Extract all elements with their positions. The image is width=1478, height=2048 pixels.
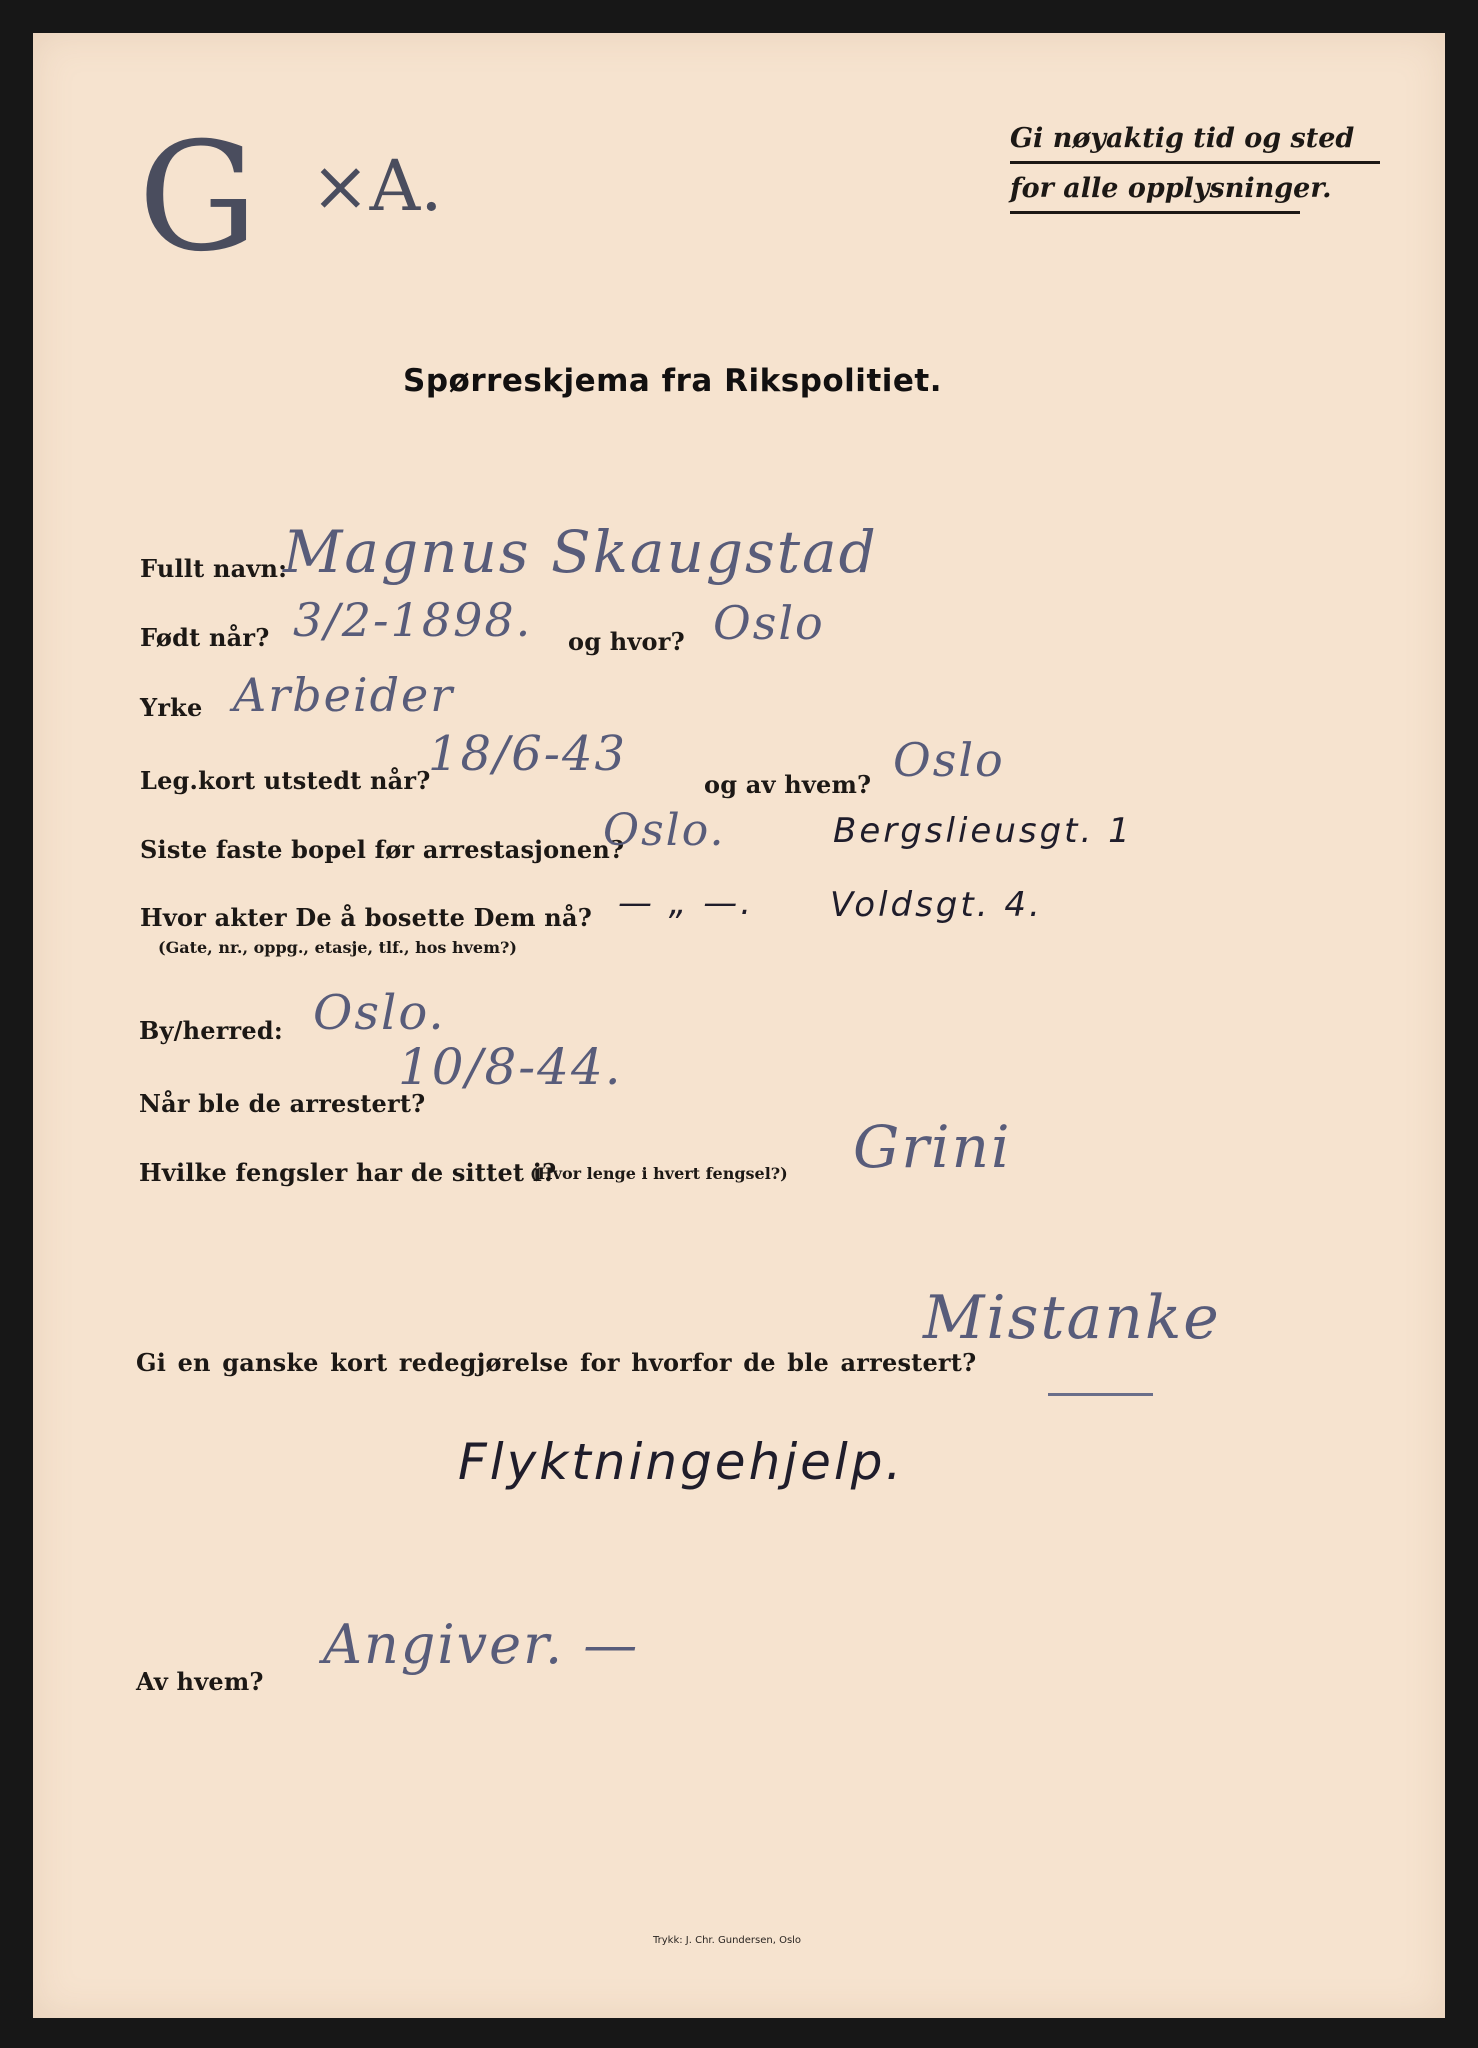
- prisons-value: Grini: [853, 1113, 1012, 1181]
- by-whom-value: Angiver. —: [323, 1613, 640, 1676]
- printer-imprint: Trykk: J. Chr. Gundersen, Oslo: [653, 1935, 802, 1946]
- by-whom-label: Av hvem?: [136, 1667, 264, 1696]
- id-card-by-value: Oslo: [893, 733, 1005, 787]
- last-residence-address: Bergslieusgt. 1: [833, 811, 1133, 851]
- born-where-value: Oslo: [713, 596, 825, 650]
- born-when-value: 3/2-1898.: [293, 593, 533, 647]
- id-card-by-label: og av hvem?: [704, 770, 872, 799]
- municipality-value: Oslo.: [313, 985, 446, 1041]
- arrest-reason-label: Gi en ganske kort redegjørelse for hvorfor de ble arrestert?: [136, 1348, 977, 1377]
- intended-residence-label: Hvor akter De å bosette Dem nå?: [140, 903, 592, 932]
- notice-line-1: Gi nøyaktig tid og sted: [1010, 123, 1355, 154]
- notice-line-2: for alle opplysninger.: [1010, 173, 1332, 204]
- id-card-when-value: 18/6-43: [428, 726, 628, 782]
- prisons-hint: (Hvor lenge i hvert fengsel?): [530, 1164, 788, 1183]
- questionnaire-form: [33, 33, 1445, 2018]
- born-where-label: og hvor?: [568, 627, 685, 656]
- intended-residence-hint: (Gate, nr., oppg., etasje, tlf., hos hvem?): [158, 938, 517, 957]
- last-residence-value: Oslo.: [603, 805, 726, 856]
- id-card-when-label: Leg.kort utstedt når?: [140, 766, 431, 795]
- occupation-value: Arbeider: [233, 668, 455, 722]
- occupation-label: Yrke: [140, 693, 203, 722]
- pencil-mark-g: G: [138, 111, 258, 285]
- arrest-date-value: 10/8-44.: [398, 1038, 623, 1096]
- notice-underline-1: [1010, 161, 1380, 164]
- form-title: Spørreskjema fra Rikspolitiet.: [403, 363, 943, 399]
- notice-underline-2: [1010, 211, 1300, 214]
- arrest-reason-value-2: Flyktningehjelp.: [458, 1433, 905, 1491]
- full-name-label: Fullt navn:: [140, 554, 288, 583]
- municipality-label: By/herred:: [139, 1016, 283, 1045]
- full-name-value: Magnus Skaugstad: [283, 518, 878, 586]
- arrest-date-label: Når ble de arrestert?: [139, 1089, 426, 1118]
- arrest-reason-underline: [1048, 1393, 1153, 1396]
- intended-residence-value: — „ —.: [618, 883, 755, 923]
- intended-residence-address: Voldsgt. 4.: [830, 885, 1043, 925]
- arrest-reason-value: Mistanke: [923, 1283, 1221, 1353]
- pencil-mark-xa: ×A.: [311, 145, 443, 227]
- born-when-label: Født når?: [140, 623, 270, 652]
- prisons-label: Hvilke fengsler har de sittet i?: [139, 1158, 557, 1187]
- last-residence-label: Siste faste bopel før arrestasjonen?: [140, 835, 625, 864]
